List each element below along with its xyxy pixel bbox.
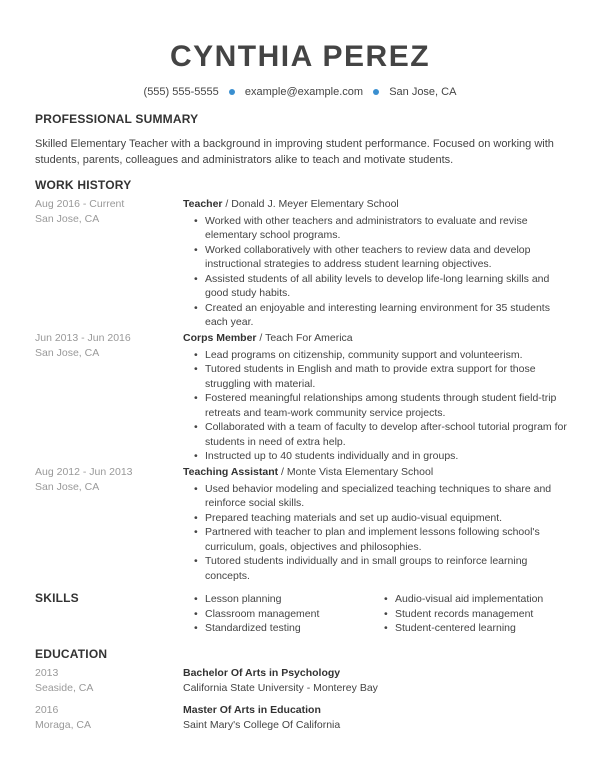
email-address: example@example.com <box>244 86 364 98</box>
job-dates: Jun 2013 - Jun 2016 <box>35 332 131 344</box>
education-year: 2013 <box>35 667 59 679</box>
job-heading <box>183 197 573 212</box>
job-bullet: • Partnered with teacher to plan and implement lessons following school's curriculum, goals, objectives and philosophies. <box>183 525 573 554</box>
job-employer: / Donald J. Meyer Elementary School <box>222 198 399 210</box>
education-school: Saint Mary's College Of California <box>183 719 341 731</box>
job-dates: Aug 2012 - Jun 2013 <box>35 466 133 478</box>
job-employer: / Teach For America <box>256 332 353 344</box>
job-title: Corps Member <box>183 332 257 344</box>
education-year: 2016 <box>35 704 59 716</box>
skill-item: • Student records management <box>373 607 563 622</box>
work-history-heading: WORK HISTORY <box>35 178 132 192</box>
job-dates: Aug 2016 - Current <box>35 198 125 210</box>
skill-item: • Lesson planning <box>183 592 373 607</box>
job-bullet: • Tutored students in English and math to provide extra support for those struggling with material. <box>183 362 573 391</box>
job-bullet: • Used behavior modeling and specialized teaching techniques to share and reinforce social skills. <box>183 482 573 511</box>
job-meta <box>35 197 175 227</box>
job-meta <box>35 331 175 361</box>
education-heading: EDUCATION <box>35 647 108 661</box>
skill-item: • Standardized testing <box>183 621 373 636</box>
skill-item: • Classroom management <box>183 607 373 622</box>
job-bullet: • Lead programs on citizenship, community support and volunteerism. <box>183 348 573 363</box>
job-details <box>183 331 573 464</box>
job-heading <box>183 465 573 480</box>
job-bullet: • Prepared teaching materials and set up audio-visual equipment. <box>183 511 573 526</box>
job-details <box>183 197 573 330</box>
job-bullet: • Worked with other teachers and administrators to evaluate and revise elementary school programs. <box>183 214 573 243</box>
job-location: San Jose, CA <box>35 481 100 493</box>
separator-dot-icon <box>229 89 235 95</box>
job-bullets <box>183 482 573 584</box>
candidate-name: CYNTHIA PEREZ <box>169 40 431 73</box>
summary-text: Skilled Elementary Teacher with a background in improving student performance. Focused on working with students, parents, colleagues and administrators alike to teach and motivate students. <box>35 138 554 166</box>
summary-heading: PROFESSIONAL SUMMARY <box>35 112 199 126</box>
education-location: Seaside, CA <box>35 682 94 694</box>
separator-dot-icon <box>373 89 379 95</box>
skills-column <box>373 592 563 636</box>
contact-line <box>0 86 600 98</box>
education-degree: Bachelor Of Arts in Psychology <box>183 667 341 679</box>
education-school: California State University - Monterey Bay <box>183 682 378 694</box>
job-bullets <box>183 348 573 464</box>
skill-item: • Student-centered learning <box>373 621 563 636</box>
job-heading <box>183 331 573 346</box>
job-bullet: • Worked collaboratively with other teachers to review data and develop instructional strategies to address student learning objectives. <box>183 243 573 272</box>
job-bullet: • Assisted students of all ability levels to develop life-long learning skills and good study habits. <box>183 272 573 301</box>
job-bullet: • Tutored students individually and in small groups to reinforce learning concepts. <box>183 554 573 583</box>
job-bullet: • Created an enjoyable and interesting learning environment for 35 students each year. <box>183 301 573 330</box>
job-location: San Jose, CA <box>35 347 100 359</box>
skill-item: • Audio-visual aid implementation <box>373 592 563 607</box>
education-degree: Master Of Arts in Education <box>183 704 321 716</box>
job-meta <box>35 465 175 495</box>
phone-number: (555) 555-5555 <box>143 86 219 98</box>
job-employer: / Monte Vista Elementary School <box>278 466 434 478</box>
education-location: Moraga, CA <box>35 719 92 731</box>
job-bullet: • Instructed up to 40 students individually and in groups. <box>183 449 573 464</box>
skills-heading: SKILLS <box>35 591 79 605</box>
contact-location: San Jose, CA <box>389 86 457 98</box>
job-bullet: • Collaborated with a team of faculty to develop after-school tutorial program for students in need of extra help. <box>183 420 573 449</box>
job-title: Teaching Assistant <box>183 466 279 478</box>
job-bullets <box>183 214 573 330</box>
job-location: San Jose, CA <box>35 213 100 225</box>
job-details <box>183 465 573 583</box>
job-title: Teacher <box>183 198 223 210</box>
job-bullet: • Fostered meaningful relationships among students through student field-trip retreats and team-work community service projects. <box>183 391 573 420</box>
skills-column <box>183 592 373 636</box>
